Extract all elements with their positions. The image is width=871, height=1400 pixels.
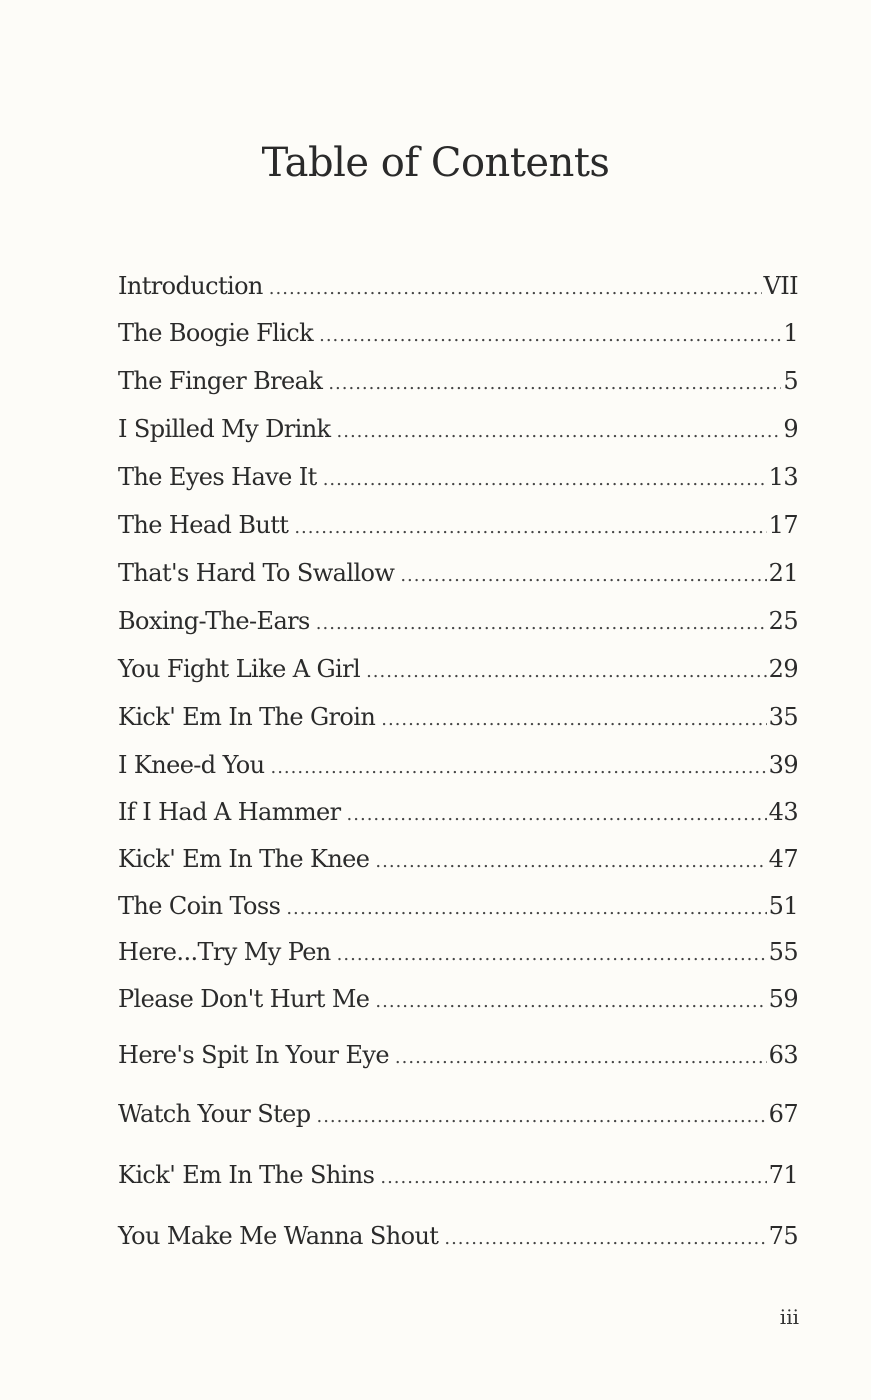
toc-entry [118,794,798,830]
toc-entry-page: 17 [768,511,798,539]
toc-entry-page: 63 [768,1041,798,1069]
page-number: iii [779,1305,799,1329]
toc-entry [118,888,798,924]
leader-dots [286,891,766,927]
toc-entry-page: 43 [768,798,798,826]
toc-entry-title: The Finger Break [118,367,323,395]
toc-entry-title: Boxing-The-Ears [118,607,310,635]
toc-entry-title: Please Don't Hurt Me [118,985,370,1013]
toc-entry [118,651,798,687]
toc-entry-page: 47 [768,845,798,873]
toc-entry-page: 59 [768,985,798,1013]
toc-entry [118,1096,798,1132]
toc-entry-title: The Boogie Flick [118,319,314,347]
leader-dots [395,1040,767,1076]
toc-entry [118,934,798,970]
leader-dots [381,702,766,738]
toc-entry [118,699,798,735]
toc-entry-page: 39 [768,751,798,779]
toc-entry-page: 1 [783,319,798,347]
toc-entry [118,459,798,495]
toc-entry-page: 35 [768,703,798,731]
leader-dots [328,366,781,402]
leader-dots [316,606,767,642]
toc-entry-title: Here...Try My Pen [118,938,331,966]
toc-entry-page: 71 [768,1161,798,1189]
toc-entry-page: 29 [768,655,798,683]
leader-dots [380,1160,766,1196]
toc-entry-page: 75 [768,1222,798,1250]
leader-dots [319,318,781,354]
toc-entry [118,507,798,543]
toc-entry [118,603,798,639]
toc-entry-title: Kick' Em In The Shins [118,1161,375,1189]
toc-entry-title: Here's Spit In Your Eye [118,1041,389,1069]
leader-dots [294,510,766,546]
toc-entry-title: You Make Me Wanna Shout [118,1222,439,1250]
leader-dots [366,654,767,690]
leader-dots [400,558,766,594]
leader-dots [323,462,767,498]
toc-entry-title: The Head Butt [118,511,289,539]
toc-entry-title: The Eyes Have It [118,463,317,491]
leader-dots [337,937,767,973]
leader-dots [444,1221,766,1257]
toc-entry-page: 21 [768,559,798,587]
toc-entry-title: Kick' Em In The Groin [118,703,376,731]
toc-entry [118,981,798,1017]
toc-entry [118,1218,798,1254]
toc-entry-page: 5 [783,367,798,395]
toc-entry-page: 67 [768,1100,798,1128]
toc-entry-page: VII [763,272,798,300]
toc-entry-title: You Fight Like A Girl [118,655,361,683]
toc-entry-title: I Spilled My Drink [118,415,331,443]
page-title: Table of Contents [261,140,610,186]
toc-entry [118,315,798,351]
leader-dots [347,797,767,833]
leader-dots [337,414,782,450]
toc-entry-title: That's Hard To Swallow [118,559,395,587]
leader-dots [316,1099,766,1135]
toc-entry-page: 55 [768,938,798,966]
toc-entry [118,1037,798,1073]
toc-entry-title: Introduction [118,272,263,300]
toc-entry-title: Kick' Em In The Knee [118,845,370,873]
toc-entry-page: 13 [768,463,798,491]
toc-entry-page: 9 [783,415,798,443]
leader-dots [270,750,766,786]
toc-entry-title: I Knee-d You [118,751,265,779]
leader-dots [269,271,762,307]
toc-entry [118,747,798,783]
leader-dots [375,844,766,880]
toc-entry-title: If I Had A Hammer [118,798,341,826]
toc-entry [118,841,798,877]
toc-entry [118,268,798,304]
toc-entry-title: Watch Your Step [118,1100,311,1128]
toc-entry-page: 25 [768,607,798,635]
toc-entry [118,363,798,399]
toc-entry [118,555,798,591]
leader-dots [375,984,766,1020]
toc-entry-page: 51 [768,892,798,920]
toc-entry-title: The Coin Toss [118,892,281,920]
toc-entry [118,411,798,447]
toc-entry [118,1157,798,1193]
